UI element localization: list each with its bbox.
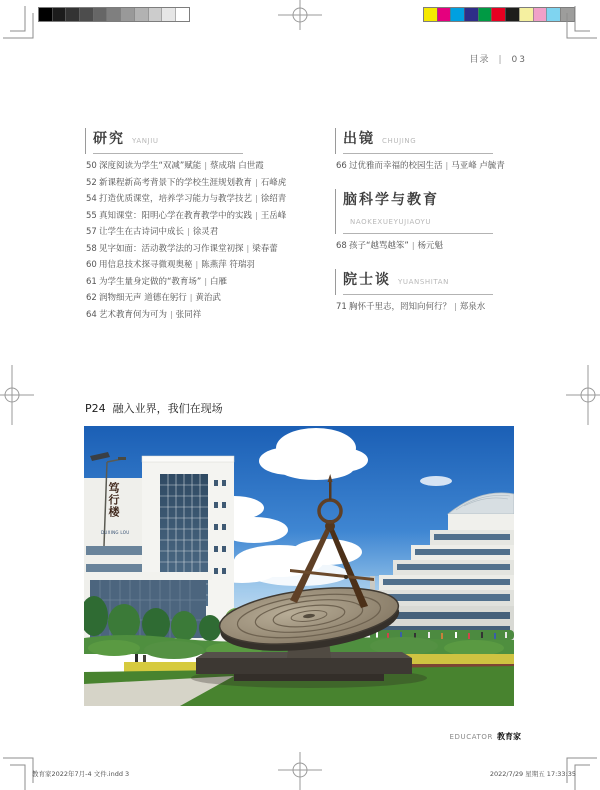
calibration-swatch bbox=[533, 8, 547, 21]
brand-english: EDUCATOR bbox=[449, 733, 493, 741]
section-subtitle: NAOKEXUEYUJIAOYU bbox=[350, 218, 432, 226]
calibration-swatch bbox=[65, 8, 79, 21]
toc-section-yuanshitan bbox=[335, 269, 517, 313]
toc-item: 61 为学生量身定做的“教育场” | 白雁 bbox=[86, 276, 228, 287]
registration-mark-icon bbox=[278, 752, 322, 790]
calibration-swatch bbox=[93, 8, 107, 21]
toc-item: 54 打造优质课堂，培养学习能力与教学技艺 | 徐绍青 bbox=[86, 194, 287, 204]
registration-mark-icon bbox=[0, 365, 36, 425]
calibration-swatch bbox=[120, 8, 134, 21]
section-subtitle: YUANSHITAN bbox=[398, 278, 449, 286]
crop-mark-icon bbox=[560, 6, 600, 46]
section-divider-line bbox=[93, 153, 243, 154]
section-divider-line bbox=[343, 294, 493, 295]
calibration-swatch bbox=[546, 8, 560, 21]
section-title: 院士谈 bbox=[343, 272, 391, 288]
feature-caption-text: 融入业界，我们在现场 bbox=[112, 402, 223, 415]
toc-item: 58 见字如面：活动教学法的习作课堂初探 | 梁春蕾 bbox=[86, 243, 278, 254]
calibration-swatch bbox=[39, 8, 52, 21]
print-date-slug: 2022/7/29 星期五 17:33:35 bbox=[489, 770, 576, 778]
toc-item: 50 深度阅读为学生“双减”赋能 | 蔡成瑞 白世霞 bbox=[86, 161, 264, 171]
running-head-section: 目录 bbox=[469, 55, 490, 65]
feature-page-ref: P24 bbox=[85, 402, 106, 415]
running-head-divider: | bbox=[498, 55, 503, 65]
crop-mark-icon bbox=[0, 6, 40, 46]
color-calibration-bar bbox=[423, 7, 575, 22]
toc-section-chujing bbox=[335, 128, 517, 172]
magazine-brand bbox=[449, 731, 521, 742]
toc-item: 62 润物细无声 道德在躬行 | 黄治武 bbox=[86, 293, 221, 303]
calibration-swatch bbox=[106, 8, 120, 21]
section-subtitle: CHUJING bbox=[382, 137, 417, 145]
toc-item: 71 胸怀千里志，罔知向何行？ | 郑泉水 bbox=[336, 302, 486, 312]
toc-item: 57 让学生在古诗词中成长 | 徐灵君 bbox=[86, 227, 219, 237]
section-title: 研究 bbox=[93, 131, 125, 147]
section-divider-line bbox=[343, 233, 493, 234]
brand-chinese: 教育家 bbox=[497, 732, 521, 741]
calibration-swatch bbox=[424, 8, 437, 21]
calibration-swatch bbox=[478, 8, 492, 21]
calibration-swatch bbox=[148, 8, 162, 21]
section-subtitle: YANJIU bbox=[132, 137, 159, 145]
grayscale-calibration-bar bbox=[38, 7, 190, 22]
calibration-swatch bbox=[161, 8, 175, 21]
building-sign-romanized: DUXING LOU bbox=[101, 530, 130, 535]
feature-caption bbox=[85, 400, 223, 416]
section-title: 出镜 bbox=[343, 131, 375, 147]
registration-mark-icon bbox=[564, 365, 600, 425]
calibration-swatch bbox=[464, 8, 478, 21]
toc-item: 60 用信息技术探寻微观奥秘 | 陈燕萍 符瑞羽 bbox=[86, 260, 255, 270]
calibration-swatch bbox=[175, 8, 189, 21]
building-sign: 笃行楼 bbox=[107, 482, 120, 518]
calibration-swatch bbox=[52, 8, 66, 21]
toc-item: 52 新课程新高考背景下的学校生涯规划教育 | 石峰虎 bbox=[86, 177, 287, 188]
running-head bbox=[469, 52, 527, 65]
file-info-slug: 教育家2022年7月-4 文件.indd 3 bbox=[32, 770, 130, 778]
toc-item: 66 过优雅而幸福的校园生活 | 马亚峰 卢毓青 bbox=[336, 161, 505, 171]
calibration-swatch bbox=[491, 8, 505, 21]
registration-mark-icon bbox=[278, 0, 322, 30]
section-title: 脑科学与教育 bbox=[343, 192, 439, 208]
calibration-swatch bbox=[437, 8, 451, 21]
toc-section-naokexue bbox=[335, 189, 517, 252]
table-of-contents bbox=[85, 128, 517, 330]
calibration-swatch bbox=[505, 8, 519, 21]
toc-item: 68 孩子“越骂越笨” | 杨元魁 bbox=[336, 241, 444, 251]
calibration-swatch bbox=[134, 8, 148, 21]
toc-right-column bbox=[335, 128, 517, 330]
running-head-page-number: 03 bbox=[511, 55, 527, 65]
section-divider-line bbox=[343, 153, 493, 154]
toc-section-yanjiu bbox=[85, 128, 335, 321]
campus-photo bbox=[84, 426, 514, 706]
toc-left-column bbox=[85, 128, 335, 330]
calibration-swatch bbox=[79, 8, 93, 21]
calibration-swatch bbox=[450, 8, 464, 21]
calibration-swatch bbox=[519, 8, 533, 21]
toc-item: 64 艺术教育何为可为 | 张同祥 bbox=[86, 309, 202, 320]
toc-item: 55 真知课堂：阳明心学在教育教学中的实践 | 王岳峰 bbox=[86, 210, 287, 221]
